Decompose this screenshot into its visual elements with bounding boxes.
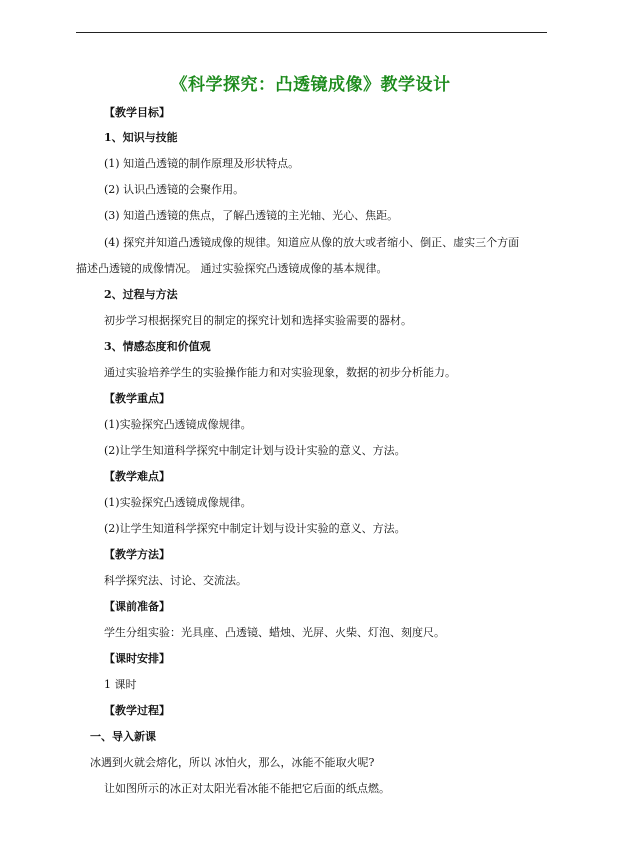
paragraph-item: (3) 知道凸透镜的焦点，了解凸透镜的主光轴、光心、焦距。 xyxy=(104,209,399,222)
paragraph-item: (2)让学生知道科学探究中制定计划与设计实验的意义、方法。 xyxy=(104,522,406,535)
subheading-knowledge: 1、知识与技能 xyxy=(104,131,178,144)
section-heading-preparation: 【课前准备】 xyxy=(104,600,170,613)
section-heading-methods: 【教学方法】 xyxy=(104,548,170,561)
subheading-attitude: 3、情感态度和价值观 xyxy=(104,340,211,353)
paragraph-item: 冰遇到火就会熔化，所以 冰怕火，那么，冰能不能取火呢? xyxy=(90,756,375,769)
paragraph-item: 1 课时 xyxy=(104,678,137,691)
section-heading-goals: 【教学目标】 xyxy=(104,106,170,119)
paragraph-item: 科学探究法、讨论、交流法。 xyxy=(104,574,247,587)
paragraph-item: 让如图所示的冰正对太阳光看冰能不能把它后面的纸点燃。 xyxy=(104,782,390,795)
paragraph-item: 通过实验培养学生的实验操作能力和对实验现象，数据的初步分析能力。 xyxy=(104,366,456,379)
paragraph-item: 学生分组实验：光具座、凸透镜、蜡烛、光屏、火柴、灯泡、刻度尺。 xyxy=(104,626,445,639)
paragraph-continuation: 描述凸透镜的成像情况。 通过实验探究凸透镜成像的基本规律。 xyxy=(76,262,388,275)
section-heading-procedure: 【教学过程】 xyxy=(104,704,170,717)
paragraph-item: (1) 知道凸透镜的制作原理及形状特点。 xyxy=(104,157,300,170)
subheading-introduction: 一、导入新课 xyxy=(90,730,156,743)
document-title: 《科学探究：凸透镜成像》教学设计 xyxy=(170,75,451,95)
subheading-process: 2、过程与方法 xyxy=(104,288,178,301)
section-heading-difficulties: 【教学难点】 xyxy=(104,470,170,483)
paragraph-item: (2) 认识凸透镜的会聚作用。 xyxy=(104,183,245,196)
paragraph-item: 初步学习根据探究目的制定的探究计划和选择实验需要的器材。 xyxy=(104,314,412,327)
paragraph-item: (1)实验探究凸透镜成像规律。 xyxy=(104,496,252,509)
section-heading-key-points: 【教学重点】 xyxy=(104,392,170,405)
paragraph-item: (2)让学生知道科学探究中制定计划与设计实验的意义、方法。 xyxy=(104,444,406,457)
header-rule xyxy=(76,32,547,33)
paragraph-item: (1)实验探究凸透镜成像规律。 xyxy=(104,418,252,431)
section-heading-schedule: 【课时安排】 xyxy=(104,652,170,665)
paragraph-item: (4) 探究并知道凸透镜成像的规律。知道应从像的放大或者缩小、倒正、虚实三个方面 xyxy=(104,236,520,249)
